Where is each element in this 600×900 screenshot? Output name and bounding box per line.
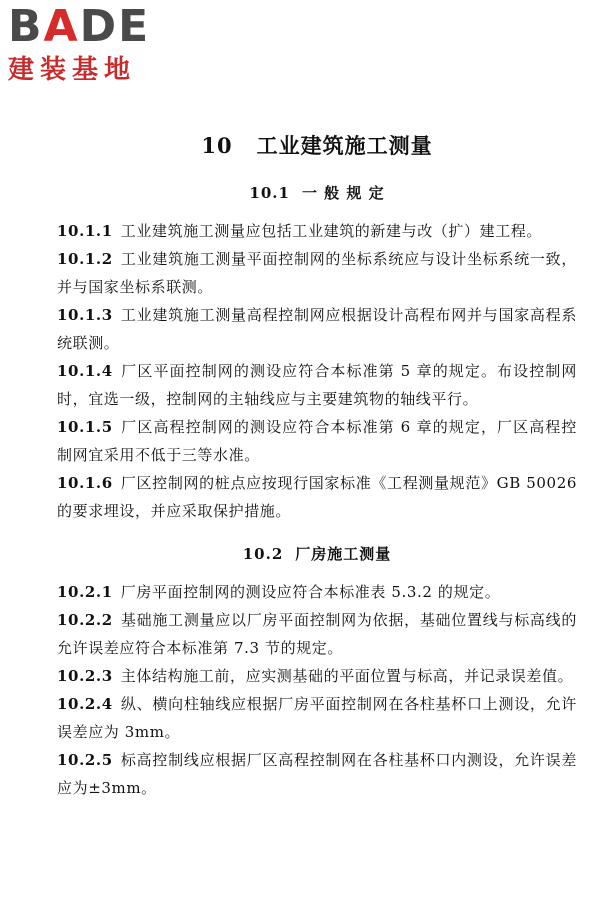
section-title-text: 厂房施工测量: [295, 545, 392, 563]
section-heading: [57, 182, 577, 203]
clause: [57, 469, 577, 525]
section-title-text: 一 般 规 定: [301, 184, 385, 202]
chapter-title-text: 工业建筑施工测量: [256, 133, 433, 158]
clause: [57, 245, 577, 301]
clause-text: 主体结构施工前，应实测基础的平面位置与标高，并记录误差值。: [120, 667, 574, 685]
clause: [57, 413, 577, 469]
chapter-number: 10: [201, 133, 233, 158]
brand-logo: [8, 2, 188, 86]
clause-number: 10.1.1: [57, 222, 113, 240]
clause-text: 基础施工测量应以厂房平面控制网为依据，基础位置线与标高线的允许误差应符合本标准第 7.3 节的规定。: [57, 611, 577, 657]
clause: [57, 662, 577, 690]
clause-number: 10.1.5: [57, 418, 113, 436]
clause: [57, 217, 577, 245]
clause-number: 10.2.5: [57, 751, 113, 769]
document-body: [57, 130, 577, 802]
logo-letter-a-accent: A: [43, 1, 80, 52]
section-number: 10.1: [249, 184, 290, 202]
logo-subtitle: 建装基地: [8, 55, 137, 85]
clause-number: 10.1.4: [57, 362, 113, 380]
clause: [57, 301, 577, 357]
clause-text: 纵、横向柱轴线应根据厂房平面控制网在各柱基杯口上测设，允许误差应为 3mm。: [57, 695, 577, 741]
clause-text: 工业建筑施工测量高程控制网应根据设计高程布网并与国家高程系统联测。: [57, 306, 577, 352]
clause-number: 10.2.1: [57, 583, 113, 601]
clause-number: 10.1.3: [57, 306, 113, 324]
clause-text: 厂房平面控制网的测设应符合本标准表 5.3.2 的规定。: [120, 583, 501, 601]
clause: [57, 606, 577, 662]
clause-number: 10.2.3: [57, 667, 113, 685]
clause-number: 10.2.4: [57, 695, 113, 713]
clause: [57, 746, 577, 802]
clause-text: 标高控制线应根据厂区高程控制网在各柱基杯口内测设，允许误差应为±3mm。: [57, 751, 577, 797]
clause: [57, 578, 577, 606]
clause-text: 厂区高程控制网的测设应符合本标准第 6 章的规定，厂区高程控制网宜采用不低于三等水准。: [57, 418, 577, 464]
clause: [57, 690, 577, 746]
section-number: 10.2: [242, 545, 284, 563]
clause-number: 10.2.2: [57, 611, 113, 629]
clause-text: 工业建筑施工测量应包括工业建筑的新建与改（扩）建工程。: [120, 222, 542, 240]
clause-text: 工业建筑施工测量平面控制网的坐标系统应与设计坐标系统一致，并与国家坐标系联测。: [57, 250, 577, 296]
chapter-title: [57, 130, 577, 160]
clause: [57, 357, 577, 413]
clause-number: 10.1.2: [57, 250, 113, 268]
logo-letter-b: B: [8, 1, 44, 52]
logo-letters-de: DE: [79, 1, 151, 52]
clause-text: 厂区平面控制网的测设应符合本标准第 5 章的规定。布设控制网时，宜选一级，控制网的主轴线应与主要建筑物的轴线平行。: [57, 362, 577, 408]
clause-number: 10.1.6: [57, 474, 113, 492]
logo-wordmark: [8, 2, 188, 52]
clause-text: 厂区控制网的桩点应按现行国家标准《工程测量规范》GB 50026 的要求埋设，并应采取保护措施。: [57, 474, 577, 520]
section-heading: [57, 543, 577, 564]
